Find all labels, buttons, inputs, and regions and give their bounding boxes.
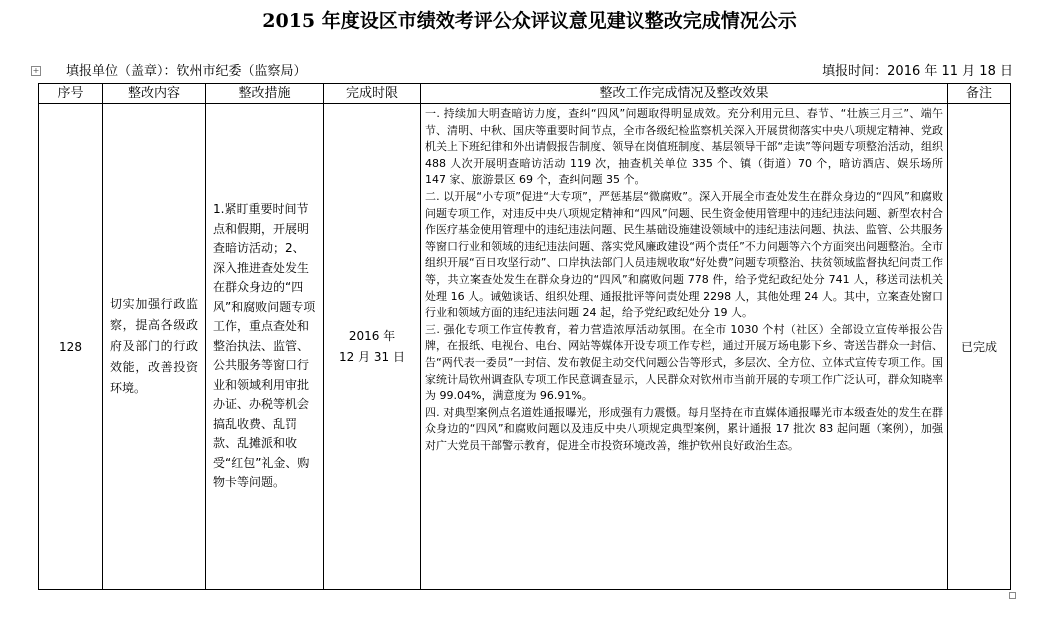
time-line-year: 2016 年 bbox=[348, 328, 396, 343]
table-header-row bbox=[39, 84, 1011, 104]
cell-result bbox=[421, 104, 948, 590]
move-handle-icon[interactable]: + bbox=[32, 66, 40, 75]
cell-seq: 128 bbox=[39, 104, 103, 590]
result-paragraph-4: 四. 对典型案例点名道姓通报曝光，形成强有力震慑。每月坚持在市直媒体通报曝光市本级查处的发生在群众身边的“四风”和腐败问题以及违反中央八项规定典型案例，累计通报 17 批次 83 起问题（案例），加强对广大党员干部警示教育，促进全市投资环境改善，维护钦州良好政治生态。 bbox=[425, 405, 943, 452]
cell-measures: 1.紧盯重要时间节点和假期，开展明查暗访活动；2、深入推进查处发生在群众身边的“四风”和腐败问题专项工作，重点查处和整治执法、监管、公共服务等窗口行业和领域利用审批办证、办税等机会搞乱收费、乱罚款、乱摊派和收受“红包”礼金、购物卡等问题。 bbox=[206, 104, 324, 590]
result-paragraph-3: 三. 强化专项工作宣传教育，着力营造浓厚活动氛围。在全市 1030 个村（社区）全部设立宣传举报公告牌，在报纸、电视台、电台、网站等媒体开设专项工作专栏，通过开展万场电影下乡、寄送告群众一封信、告“两代表一委员”一封信、发布敦促主动交代问题公告等形式，多层次、全方位、立体式宣传专项工作。国家统计局钦州调查队专项工作民意调查显示，人民群众对钦州市当前开展的专项工作广泛认可，群众知晓率为 99.04%，满意度为 96.91%。 bbox=[425, 322, 943, 403]
cell-time bbox=[324, 104, 421, 590]
cell-content: 切实加强行政监察，提高各级政府及部门的行政效能，改善投资环境。 bbox=[103, 104, 206, 590]
header-measures: 整改措施 bbox=[206, 84, 324, 104]
result-paragraph-2: 二. 以开展“小专项”促进“大专项”，严惩基层“微腐败”。深入开展全市查处发生在群众身边的“四风”和腐败问题专项工作，对违反中央八项规定精神和“四风”问题、民生资金使用管理中的违纪违法问题、新型农村合作医疗基金使用管理中的违纪违法问题、民生基础设施建设领域中的违纪违法问题、执法、监管、公共服务等窗口行业和领域的违纪违法问题、落实党风廉政建设“两个责任”不力问题等六个方面突出问题整治。全市组织开展“百日攻坚行动”、口岸执法部门人员违规收取“好处费”问题专项整治、扶贫领域监督执纪问责工作等，共立案查处发生在群众身边的“四风”和腐败问题 778 件，给予党纪政纪处分 741 人，移送司法机关处理 16 人。诫勉谈话、组织处理、通报批评等问责处理 2298 人，其他处理 24 人。其中，立案查处窗口行业和领域方面的违纪违法问题 24 起，给予党纪政纪处分 19 人。 bbox=[425, 189, 943, 320]
header-content: 整改内容 bbox=[103, 84, 206, 104]
fill-unit: 填报单位（盖章）：钦州市纪委（监察局） bbox=[66, 64, 307, 79]
table-row bbox=[39, 104, 1011, 590]
time-line-date: 12 月 31 日 bbox=[339, 349, 405, 364]
header-result: 整改工作完成情况及整改效果 bbox=[421, 84, 948, 104]
result-paragraph-1: 一. 持续加大明查暗访力度，查纠“四风”问题取得明显成效。充分利用元旦、春节、“壮族三月三”、端午节、清明、中秋、国庆等重要时间节点，全市各级纪检监察机关深入开展贯彻落实中央八项规定精神、党政机关上下班纪律和外出请假报告制度、领导在岗值班制度、基层领导干部“走读”等问题专项整治活动，组织 488 人次开展明查暗访活动 119 次，抽查机关单位 335 个、镇（街道）70 个，暗访酒店、娱乐场所 147 家、旅游景区 69 个，查纠问题 35 个。 bbox=[425, 107, 943, 187]
header-seq: 序号 bbox=[39, 84, 103, 104]
page-title: 2015 年度设区市绩效考评公众评议意见建议整改完成情况公示 bbox=[262, 10, 797, 32]
rectification-table bbox=[38, 83, 1011, 590]
header-time: 完成时限 bbox=[324, 84, 421, 104]
cell-note: 已完成 bbox=[948, 104, 1011, 590]
resize-handle-icon[interactable] bbox=[1009, 592, 1016, 599]
header-note: 备注 bbox=[948, 84, 1011, 104]
fill-time: 填报时间：2016 年 11 月 18 日 bbox=[822, 64, 1013, 79]
